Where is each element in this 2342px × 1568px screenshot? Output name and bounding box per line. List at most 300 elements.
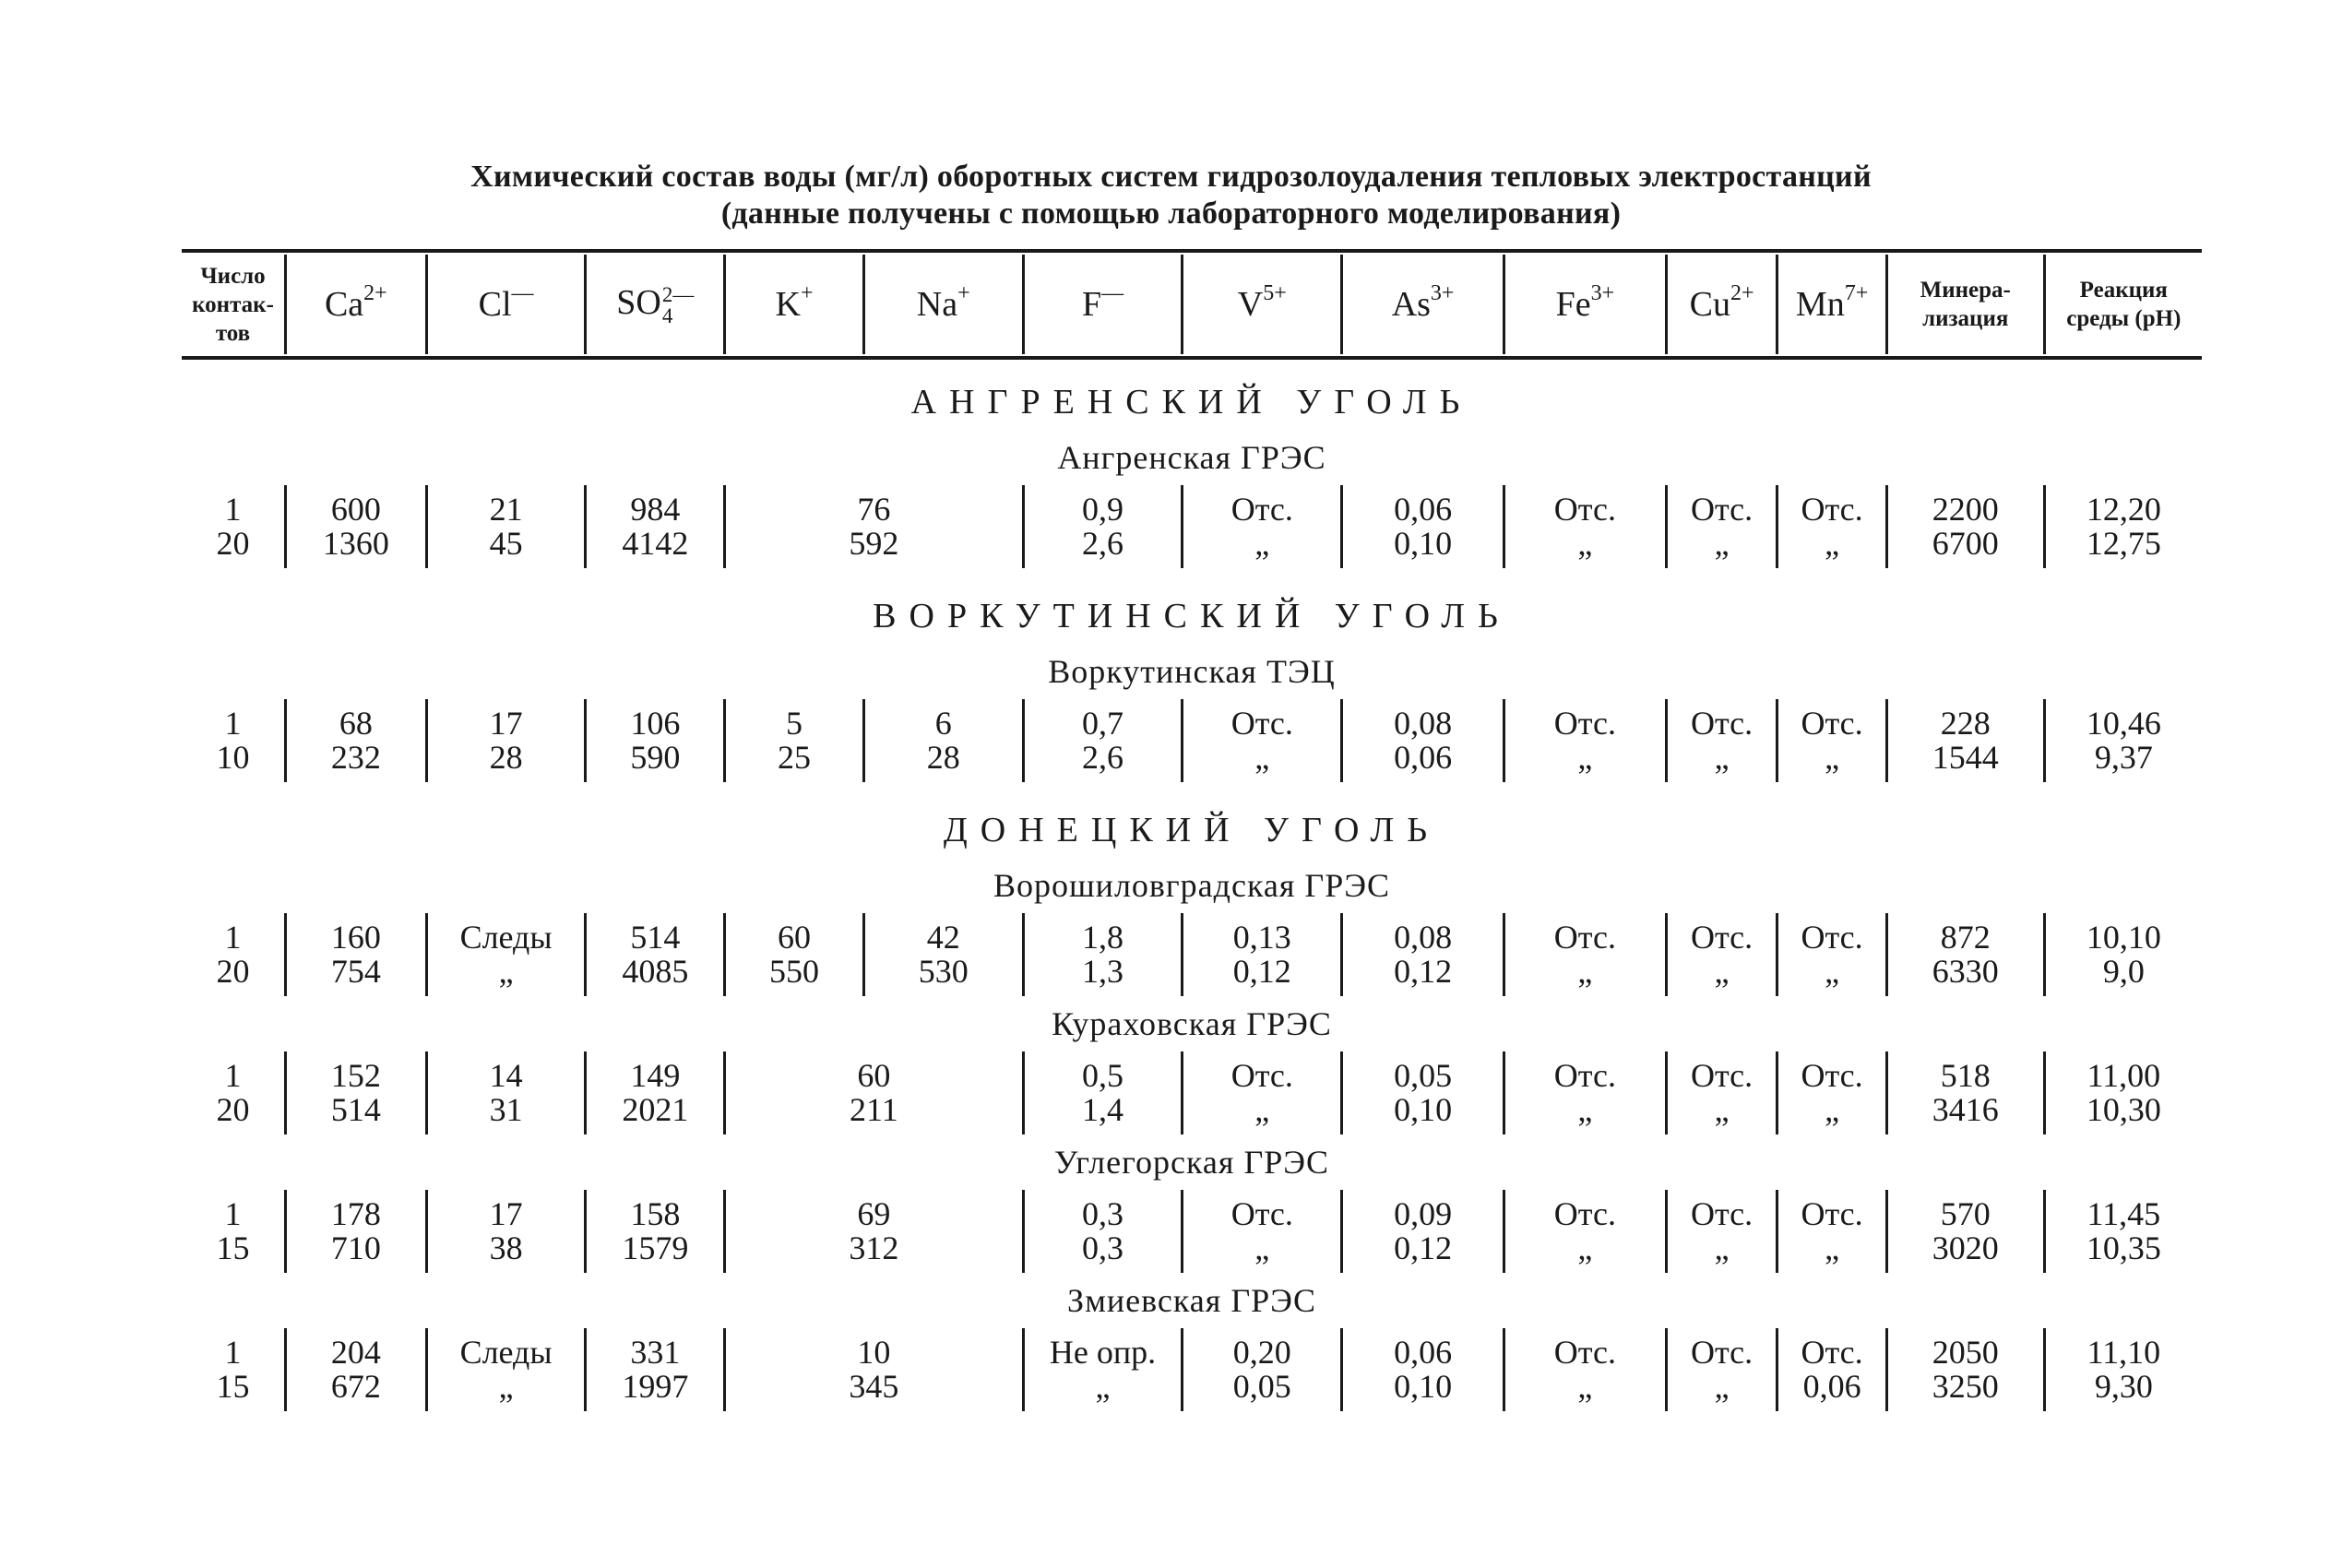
- header-ca-charge: 2+: [363, 281, 387, 305]
- value-n: 10: [216, 739, 250, 776]
- value-mn: „: [1825, 525, 1840, 562]
- cell-values-as: [1343, 1336, 1503, 1404]
- value-ca: 68: [339, 705, 373, 742]
- header-ca: [286, 255, 427, 354]
- cell-ca: [286, 485, 427, 568]
- header-min-l2: лизация: [1922, 306, 2009, 331]
- cell-mn: [1777, 1051, 1887, 1134]
- header-k: [725, 255, 864, 354]
- value-ph: 12,75: [2086, 525, 2161, 562]
- value-n: 1: [224, 919, 242, 956]
- gap-row: [182, 354, 2202, 374]
- cell-v: [1183, 699, 1342, 782]
- value-v: Отс.: [1230, 1057, 1293, 1094]
- value-cu: Отс.: [1690, 1195, 1754, 1232]
- value-so4: 590: [630, 739, 681, 776]
- value-so4: 158: [630, 1195, 681, 1232]
- value-cl: „: [498, 953, 514, 990]
- chemical-composition-table: [182, 255, 2202, 1411]
- value-as: 0,05: [1394, 1057, 1453, 1094]
- cell-so4: [586, 913, 725, 996]
- header-so4-charge: 2—: [661, 283, 695, 307]
- value-n: 1: [224, 1057, 242, 1094]
- cell-ph: [2044, 485, 2202, 568]
- cell-values-f: [1025, 493, 1182, 561]
- value-v: „: [1254, 1091, 1270, 1128]
- value-kna: 211: [850, 1091, 898, 1128]
- header-k-symbol: K: [775, 285, 801, 324]
- data-row: [182, 1051, 2202, 1134]
- cell-values-cu: [1668, 1197, 1777, 1265]
- value-f: Не опр.: [1049, 1334, 1157, 1371]
- cell-ca: [286, 699, 427, 782]
- value-cu: Отс.: [1690, 1057, 1754, 1094]
- gap-row: [182, 568, 2202, 588]
- header-ph-l1: Реакция: [2079, 278, 2168, 303]
- value-cu: „: [1714, 1229, 1730, 1266]
- coal-heading-row: [182, 374, 2202, 430]
- value-so4: 2021: [622, 1091, 689, 1128]
- value-ph: 11,45: [2086, 1195, 2161, 1232]
- header-na: [863, 255, 1023, 354]
- header-as-charge: 3+: [1430, 281, 1455, 305]
- value-cl: „: [498, 1368, 514, 1405]
- cell-values-so4: [587, 707, 723, 775]
- value-kna: 312: [849, 1229, 899, 1266]
- header-so4-symbol: SO: [616, 282, 661, 322]
- cell-so4: [586, 1328, 725, 1411]
- cell-values-as: [1343, 1197, 1503, 1265]
- cell-values-mn: [1778, 1197, 1885, 1265]
- cell-kna: [725, 1190, 1023, 1273]
- value-cl: 17: [489, 1195, 523, 1232]
- cell-so4: [586, 699, 725, 782]
- cell-values-min: [1888, 493, 2043, 561]
- value-ph: 11,00: [2086, 1057, 2161, 1094]
- coal-heading: ВОРКУТИНСКИЙ УГОЛЬ: [873, 597, 1511, 636]
- cell-fe: [1504, 485, 1666, 568]
- cell-values-mn: [1778, 1336, 1885, 1404]
- cell-values-f: [1025, 707, 1182, 775]
- cell-values-na: [865, 921, 1022, 989]
- value-cl: 28: [489, 739, 523, 776]
- value-cl: 21: [489, 491, 523, 528]
- cell-values-cl: [428, 1336, 585, 1404]
- cell-mn: [1777, 913, 1887, 996]
- value-ph: 10,10: [2086, 919, 2161, 956]
- header-f: [1023, 255, 1183, 354]
- cell-values-so4: [587, 1197, 723, 1265]
- table-title: [0, 159, 2342, 232]
- value-n: 15: [216, 1229, 250, 1266]
- cell-n: [182, 485, 286, 568]
- header-v-charge: 5+: [1263, 281, 1287, 305]
- value-min: 6700: [1932, 525, 1999, 562]
- value-min: 2200: [1932, 491, 1999, 528]
- value-na: 6: [934, 705, 952, 742]
- value-as: 0,10: [1394, 525, 1453, 562]
- header-cl: [426, 255, 586, 354]
- cell-fe: [1504, 1190, 1666, 1273]
- data-row: [182, 485, 2202, 568]
- value-fe: „: [1577, 1091, 1593, 1128]
- cell-n: [182, 699, 286, 782]
- header-so4-sub: 4: [661, 304, 673, 328]
- cell-values-cl: [428, 1059, 585, 1127]
- value-as: 0,08: [1394, 705, 1453, 742]
- cell-values-fe: [1505, 1336, 1665, 1404]
- value-mn: Отс.: [1801, 1195, 1863, 1232]
- value-ca: 160: [330, 919, 381, 956]
- value-min: 1544: [1932, 739, 1999, 776]
- value-mn: „: [1825, 953, 1840, 990]
- cell-values-ca: [287, 707, 425, 775]
- value-min: 3416: [1932, 1091, 1999, 1128]
- cell-as: [1342, 699, 1504, 782]
- header-top-rule: [182, 249, 2202, 253]
- cell-min: [1886, 1051, 2044, 1134]
- value-v: 0,12: [1232, 953, 1291, 990]
- value-k: 550: [769, 953, 819, 990]
- cell-n: [182, 1051, 286, 1134]
- header-contacts-l2: контак-: [192, 291, 274, 317]
- header-v-symbol: V: [1237, 285, 1264, 324]
- cell-n: [182, 1190, 286, 1273]
- cell-values-ph: [2046, 1336, 2202, 1404]
- value-f: 2,6: [1082, 525, 1124, 562]
- value-cu: „: [1714, 1368, 1730, 1405]
- cell-cu: [1666, 1190, 1777, 1273]
- cell-min: [1886, 1190, 2044, 1273]
- value-n: 20: [216, 1091, 250, 1128]
- cell-cl: [426, 1051, 586, 1134]
- value-ph: 11,10: [2086, 1334, 2161, 1371]
- value-mn: 0,06: [1802, 1368, 1861, 1405]
- header-contacts-l3: тов: [215, 320, 251, 346]
- cell-values-min: [1888, 1336, 2043, 1404]
- value-ca: 672: [330, 1368, 381, 1405]
- cell-values-ca: [287, 1197, 425, 1265]
- value-fe: Отс.: [1553, 1195, 1616, 1232]
- cell-f: [1023, 485, 1183, 568]
- cell-values-cu: [1668, 707, 1777, 775]
- cell-values-n: [182, 1059, 284, 1127]
- value-so4: 106: [630, 705, 681, 742]
- value-v: 0,20: [1232, 1334, 1291, 1371]
- cell-ca: [286, 1328, 427, 1411]
- header-mineralization: [1886, 255, 2044, 354]
- cell-fe: [1504, 1051, 1666, 1134]
- table-title-line2: (данные получены с помощью лабораторного моделирования): [720, 196, 1622, 231]
- cell-v: [1183, 1051, 1342, 1134]
- cell-values-ca: [287, 1336, 425, 1404]
- cell-na: [863, 913, 1023, 996]
- value-as: 0,10: [1394, 1091, 1453, 1128]
- cell-values-min: [1888, 707, 2043, 775]
- coal-heading-row: [182, 588, 2202, 644]
- value-cu: „: [1714, 953, 1730, 990]
- cell-cl: [426, 699, 586, 782]
- value-mn: Отс.: [1801, 1334, 1863, 1371]
- value-f: 1,4: [1082, 1091, 1124, 1128]
- cell-min: [1886, 699, 2044, 782]
- gap-cell: [182, 354, 2202, 374]
- cell-cl: [426, 913, 586, 996]
- header-contacts: [182, 255, 286, 354]
- table-title-line1: Химический состав воды (мг/л) оборотных систем гидрозолоудаления тепловых электростанций: [470, 160, 1872, 194]
- cell-values-na: [865, 707, 1022, 775]
- cell-values-kna: [726, 1197, 1021, 1265]
- value-kna: 76: [857, 491, 891, 528]
- cell-values-as: [1343, 707, 1503, 775]
- value-v: „: [1254, 739, 1270, 776]
- cell-values-min: [1888, 1059, 2043, 1127]
- cell-min: [1886, 485, 2044, 568]
- header-ph: [2044, 255, 2202, 354]
- cell-values-so4: [587, 1059, 723, 1127]
- value-fe: Отс.: [1553, 1057, 1616, 1094]
- value-fe: Отс.: [1553, 705, 1616, 742]
- header-v: [1183, 255, 1342, 354]
- value-n: 1: [224, 705, 242, 742]
- value-min: 6330: [1932, 953, 1999, 990]
- value-ph: 12,20: [2086, 491, 2161, 528]
- header-cl-symbol: Cl: [478, 285, 512, 324]
- cell-values-ph: [2046, 1059, 2202, 1127]
- value-mn: Отс.: [1801, 705, 1863, 742]
- cell-as: [1342, 913, 1504, 996]
- header-f-symbol: F: [1081, 285, 1102, 324]
- value-cl: 17: [489, 705, 523, 742]
- value-v: „: [1254, 1229, 1270, 1266]
- value-mn: Отс.: [1801, 1057, 1863, 1094]
- cell-as: [1342, 1051, 1504, 1134]
- value-n: 20: [216, 525, 250, 562]
- cell-values-kna: [726, 1336, 1021, 1404]
- cell-ph: [2044, 913, 2202, 996]
- header-min-l1: Минера-: [1920, 278, 2011, 303]
- value-kna: 69: [857, 1195, 891, 1232]
- header-mn-symbol: Mn: [1795, 285, 1845, 324]
- value-ca: 204: [330, 1334, 381, 1371]
- value-ph: 9,30: [2094, 1368, 2153, 1405]
- coal-heading: ДОНЕЦКИЙ УГОЛЬ: [943, 811, 1441, 849]
- cell-values-mn: [1778, 493, 1885, 561]
- value-fe: Отс.: [1553, 1334, 1616, 1371]
- value-as: 0,06: [1394, 1334, 1453, 1371]
- value-as: 0,06: [1394, 491, 1453, 528]
- cell-na: [863, 699, 1023, 782]
- cell-cu: [1666, 1328, 1777, 1411]
- header-contacts-l1: Число: [200, 263, 266, 289]
- cell-values-mn: [1778, 1059, 1885, 1127]
- cell-values-n: [182, 707, 284, 775]
- header-cl-charge: —: [511, 281, 534, 305]
- value-cu: „: [1714, 525, 1730, 562]
- cell-so4: [586, 1190, 725, 1273]
- header-mn: [1777, 255, 1887, 354]
- cell-values-ca: [287, 493, 425, 561]
- cell-values-n: [182, 921, 284, 989]
- cell-ph: [2044, 1328, 2202, 1411]
- coal-heading-row: [182, 802, 2202, 858]
- value-v: Отс.: [1230, 1195, 1293, 1232]
- value-ph: 10,46: [2086, 705, 2161, 742]
- value-ph: 10,35: [2086, 1229, 2161, 1266]
- station-heading-row: [182, 1134, 2202, 1190]
- header-k-charge: +: [800, 281, 814, 305]
- header-ca-symbol: Ca: [324, 285, 364, 324]
- cell-values-min: [1888, 921, 2043, 989]
- value-v: Отс.: [1230, 491, 1293, 528]
- cell-values-v: [1183, 707, 1340, 775]
- cell-values-cl: [428, 1197, 585, 1265]
- cell-values-kna: [726, 1059, 1021, 1127]
- value-ca: 152: [330, 1057, 381, 1094]
- header-so4: [586, 255, 725, 354]
- cell-v: [1183, 913, 1342, 996]
- value-kna: 60: [857, 1057, 891, 1094]
- gap-cell: [182, 782, 2202, 802]
- station-heading-row: [182, 1273, 2202, 1328]
- gap-row: [182, 782, 2202, 802]
- cell-values-n: [182, 1336, 284, 1404]
- value-n: 15: [216, 1368, 250, 1405]
- value-fe: „: [1577, 1368, 1593, 1405]
- value-f: 1,3: [1082, 953, 1124, 990]
- value-fe: „: [1577, 953, 1593, 990]
- value-k: 25: [778, 739, 811, 776]
- value-n: 1: [224, 1334, 242, 1371]
- cell-values-ph: [2046, 921, 2202, 989]
- data-row: [182, 699, 2202, 782]
- cell-values-so4: [587, 921, 723, 989]
- header-ph-l2: среды (pH): [2066, 306, 2182, 331]
- station-heading-row: [182, 644, 2202, 699]
- cell-values-as: [1343, 1059, 1503, 1127]
- cell-v: [1183, 485, 1342, 568]
- cell-values-kna: [726, 493, 1021, 561]
- value-v: 0,13: [1232, 919, 1291, 956]
- cell-v: [1183, 1190, 1342, 1273]
- cell-ph: [2044, 1190, 2202, 1273]
- value-ca: 754: [330, 953, 381, 990]
- value-min: 228: [1940, 705, 1991, 742]
- cell-kna: [725, 485, 1023, 568]
- station-name: Змиевская ГРЭС: [1067, 1282, 1316, 1319]
- value-ca: 600: [330, 491, 381, 528]
- value-so4: 1579: [622, 1229, 689, 1266]
- value-cl: Следы: [459, 919, 553, 956]
- value-so4: 4085: [622, 953, 689, 990]
- value-ca: 514: [330, 1091, 381, 1128]
- cell-values-mn: [1778, 921, 1885, 989]
- cell-n: [182, 1328, 286, 1411]
- header-fe: [1504, 255, 1666, 354]
- header-mn-charge: 7+: [1844, 281, 1869, 305]
- value-as: 0,09: [1394, 1195, 1453, 1232]
- value-so4: 331: [630, 1334, 681, 1371]
- value-mn: „: [1825, 739, 1840, 776]
- cell-values-as: [1343, 921, 1503, 989]
- station-name: Ангренская ГРЭС: [1057, 439, 1326, 476]
- cell-values-v: [1183, 1197, 1340, 1265]
- cell-values-fe: [1505, 921, 1665, 989]
- value-fe: „: [1577, 1229, 1593, 1266]
- cell-values-so4: [587, 493, 723, 561]
- cell-cl: [426, 485, 586, 568]
- value-ca: 710: [330, 1229, 381, 1266]
- cell-min: [1886, 913, 2044, 996]
- cell-ca: [286, 913, 427, 996]
- station-name: Воркутинская ТЭЦ: [1048, 653, 1336, 690]
- value-n: 1: [224, 1195, 242, 1232]
- value-so4: 1997: [622, 1368, 689, 1405]
- cell-f: [1023, 699, 1183, 782]
- value-cu: „: [1714, 1091, 1730, 1128]
- header-as-symbol: As: [1391, 285, 1431, 324]
- cell-values-v: [1183, 1336, 1340, 1404]
- cell-f: [1023, 1051, 1183, 1134]
- value-min: 3250: [1932, 1368, 1999, 1405]
- cell-mn: [1777, 1328, 1887, 1411]
- value-min: 518: [1940, 1057, 1991, 1094]
- cell-so4: [586, 1051, 725, 1134]
- value-f: 1,8: [1082, 919, 1124, 956]
- value-ph: 9,37: [2094, 739, 2153, 776]
- cell-fe: [1504, 699, 1666, 782]
- value-ca: 178: [330, 1195, 381, 1232]
- value-mn: „: [1825, 1091, 1840, 1128]
- cell-values-cu: [1668, 493, 1777, 561]
- value-cu: „: [1714, 739, 1730, 776]
- cell-values-k: [726, 707, 862, 775]
- cell-kna: [725, 1328, 1023, 1411]
- value-n: 1: [224, 491, 242, 528]
- value-f: 0,9: [1082, 491, 1124, 528]
- cell-values-v: [1183, 493, 1340, 561]
- value-f: 2,6: [1082, 739, 1124, 776]
- cell-ph: [2044, 1051, 2202, 1134]
- table-body: [182, 354, 2202, 1411]
- value-k: 60: [778, 919, 811, 956]
- cell-values-cu: [1668, 1059, 1777, 1127]
- value-f: 0,7: [1082, 705, 1124, 742]
- cell-values-mn: [1778, 707, 1885, 775]
- value-k: 5: [786, 705, 802, 742]
- gap-cell: [182, 568, 2202, 588]
- value-ph: 9,0: [2102, 953, 2145, 990]
- cell-values-n: [182, 1197, 284, 1265]
- cell-cl: [426, 1190, 586, 1273]
- cell-n: [182, 913, 286, 996]
- value-as: 0,10: [1394, 1368, 1453, 1405]
- value-cu: Отс.: [1690, 705, 1754, 742]
- value-f: 0,3: [1082, 1229, 1124, 1266]
- value-kna: 592: [849, 525, 899, 562]
- cell-values-fe: [1505, 1197, 1665, 1265]
- table-header: [182, 255, 2202, 354]
- cell-cu: [1666, 699, 1777, 782]
- cell-mn: [1777, 699, 1887, 782]
- value-min: 2050: [1932, 1334, 1999, 1371]
- value-fe: Отс.: [1553, 919, 1616, 956]
- value-kna: 10: [857, 1334, 891, 1371]
- value-kna: 345: [849, 1368, 899, 1405]
- cell-values-n: [182, 493, 284, 561]
- value-as: 0,08: [1394, 919, 1453, 956]
- cell-values-f: [1025, 1059, 1182, 1127]
